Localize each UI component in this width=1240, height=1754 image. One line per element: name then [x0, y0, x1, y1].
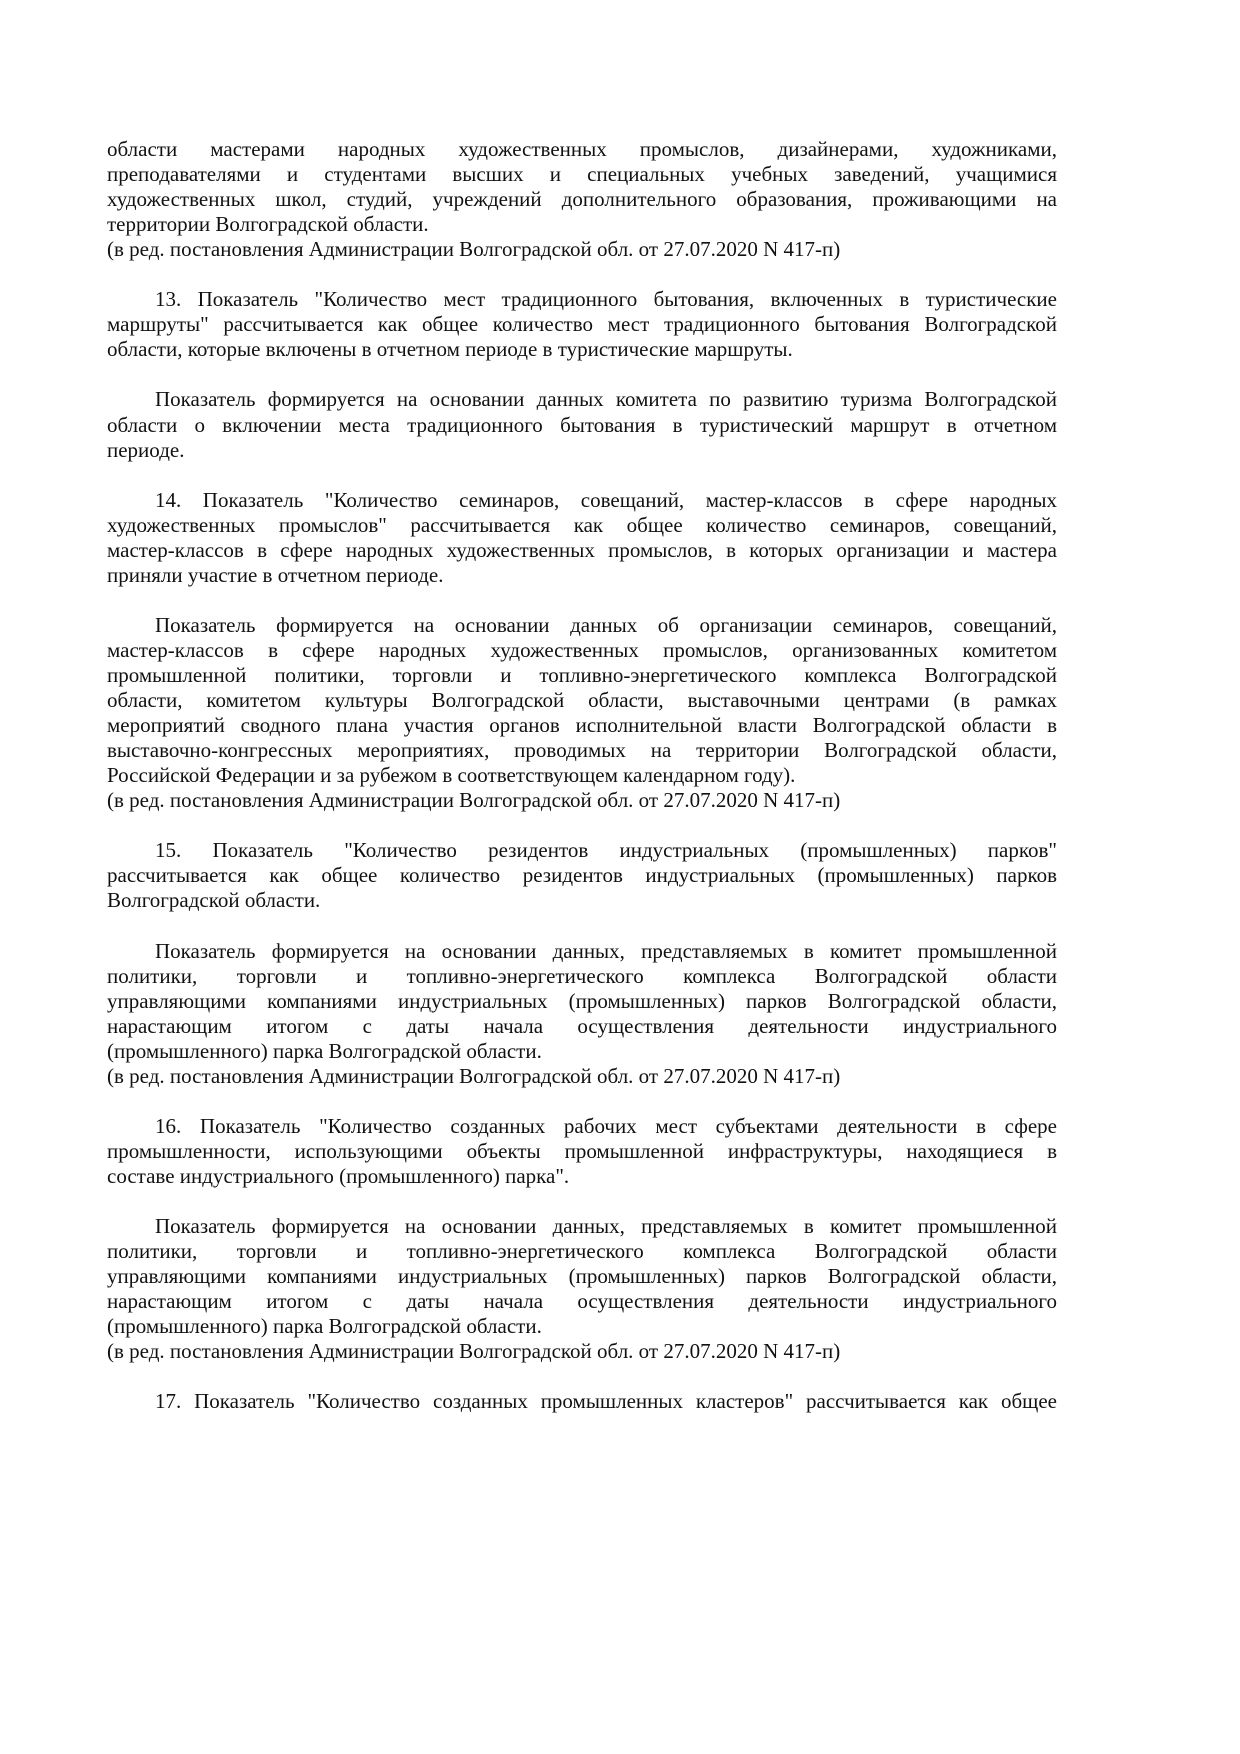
text-line: составе индустриального (промышленного) парка". — [107, 1163, 570, 1188]
text-line: нарастающим итогом с даты начала осуществления деятельности индустриального — [107, 1289, 1057, 1314]
text-line: территории Волгоградской области. — [107, 212, 429, 237]
paragraph-gap — [107, 1189, 1057, 1214]
paragraph-gap — [107, 262, 1057, 287]
text-line: Показатель формируется на основании данных, представляемых в комитет промышленной — [155, 938, 1057, 963]
text-line: (промышленного) парка Волгоградской области. — [107, 1314, 542, 1339]
text-line: мероприятий сводного плана участия органов исполнительной власти Волгоградской области в — [107, 713, 1057, 738]
text-line: (промышленного) парка Волгоградской области. — [107, 1038, 542, 1063]
paragraph-gap — [107, 813, 1057, 838]
paragraph-gap — [107, 362, 1057, 387]
document-body — [107, 137, 1057, 1414]
paragraph — [107, 1114, 1057, 1189]
text-line: рассчитывается как общее количество резидентов индустриальных (промышленных) парков — [107, 863, 1057, 888]
text-line: преподавателями и студентами высших и специальных учебных заведений, учащимися — [107, 162, 1057, 187]
paragraph-gap — [107, 1089, 1057, 1114]
text-line: управляющими компаниями индустриальных (промышленных) парков Волгоградской области, — [107, 1264, 1057, 1289]
paragraph-gap — [107, 1364, 1057, 1389]
amendment-note: (в ред. постановления Администрации Волгоградской обл. от 27.07.2020 N 417-п) — [107, 1339, 841, 1364]
text-line: Волгоградской области. — [107, 888, 321, 913]
text-line: Показатель формируется на основании данных, представляемых в комитет промышленной — [155, 1214, 1057, 1239]
text-line: области, которые включены в отчетном периоде в туристические маршруты. — [107, 337, 793, 362]
paragraph — [107, 387, 1057, 462]
paragraph-with-amendment — [107, 939, 1057, 1089]
text-line: приняли участие в отчетном периоде. — [107, 562, 444, 587]
text-line: управляющими компаниями индустриальных (промышленных) парков Волгоградской области, — [107, 988, 1057, 1013]
amendment-note: (в ред. постановления Администрации Волгоградской обл. от 27.07.2020 N 417-п) — [107, 1063, 841, 1088]
text-line: нарастающим итогом с даты начала осуществления деятельности индустриального — [107, 1013, 1057, 1038]
text-line: мастер-классов в сфере народных художественных промыслов, в которых организации и мастера — [107, 537, 1057, 562]
text-line: 15. Показатель "Количество резидентов индустриальных (промышленных) парков" — [155, 838, 1057, 863]
text-line: промышленной политики, торговли и топливно-энергетического комплекса Волгоградской — [107, 662, 1057, 687]
paragraph-gap — [107, 913, 1057, 938]
text-line: 14. Показатель "Количество семинаров, совещаний, мастер-классов в сфере народных — [155, 487, 1057, 512]
text-line: области, комитетом культуры Волгоградской области, выставочными центрами (в рамках — [107, 688, 1057, 713]
text-line: 17. Показатель "Количество созданных промышленных кластеров" рассчитывается как общее — [155, 1389, 1057, 1414]
amendment-note: (в ред. постановления Администрации Волгоградской обл. от 27.07.2020 N 417-п) — [107, 788, 841, 813]
text-line: Показатель формируется на основании данных комитета по развитию туризма Волгоградской — [155, 387, 1057, 412]
text-line: политики, торговли и топливно-энергетического комплекса Волгоградской области — [107, 963, 1057, 988]
paragraph-gap — [107, 588, 1057, 613]
paragraph — [107, 1389, 1057, 1414]
paragraph — [107, 287, 1057, 362]
text-line: области о включении места традиционного бытования в туристический маршрут в отчетном — [107, 412, 1057, 437]
paragraph — [107, 488, 1057, 588]
text-line: Российской Федерации и за рубежом в соответствующем календарном году). — [107, 763, 796, 788]
text-line: мастер-классов в сфере народных художественных промыслов, организованных комитетом — [107, 637, 1057, 662]
paragraph-gap — [107, 463, 1057, 488]
paragraph-with-amendment — [107, 613, 1057, 813]
text-line: периоде. — [107, 437, 185, 462]
text-line: Показатель формируется на основании данных об организации семинаров, совещаний, — [155, 612, 1057, 637]
text-line: политики, торговли и топливно-энергетического комплекса Волгоградской области — [107, 1239, 1057, 1264]
text-line: 13. Показатель "Количество мест традиционного бытования, включенных в туристические — [155, 287, 1057, 312]
text-line: промышленности, использующими объекты промышленной инфраструктуры, находящиеся в — [107, 1138, 1057, 1163]
text-line: области мастерами народных художественных промыслов, дизайнерами, художниками, — [107, 137, 1057, 161]
amendment-note: (в ред. постановления Администрации Волгоградской обл. от 27.07.2020 N 417-п) — [107, 237, 841, 262]
text-line: маршруты" рассчитывается как общее количество мест традиционного бытования Волгоградской — [107, 312, 1057, 337]
paragraph-with-amendment — [107, 1214, 1057, 1364]
paragraph — [107, 838, 1057, 913]
text-line: художественных школ, студий, учреждений дополнительного образования, проживающими на — [107, 187, 1057, 212]
text-line: художественных промыслов" рассчитывается как общее количество семинаров, совещаний, — [107, 512, 1057, 537]
text-line: 16. Показатель "Количество созданных рабочих мест субъектами деятельности в сфере — [155, 1113, 1057, 1138]
paragraph-with-amendment — [107, 137, 1057, 262]
text-line: выставочно-конгрессных мероприятиях, проводимых на территории Волгоградской области, — [107, 738, 1057, 763]
